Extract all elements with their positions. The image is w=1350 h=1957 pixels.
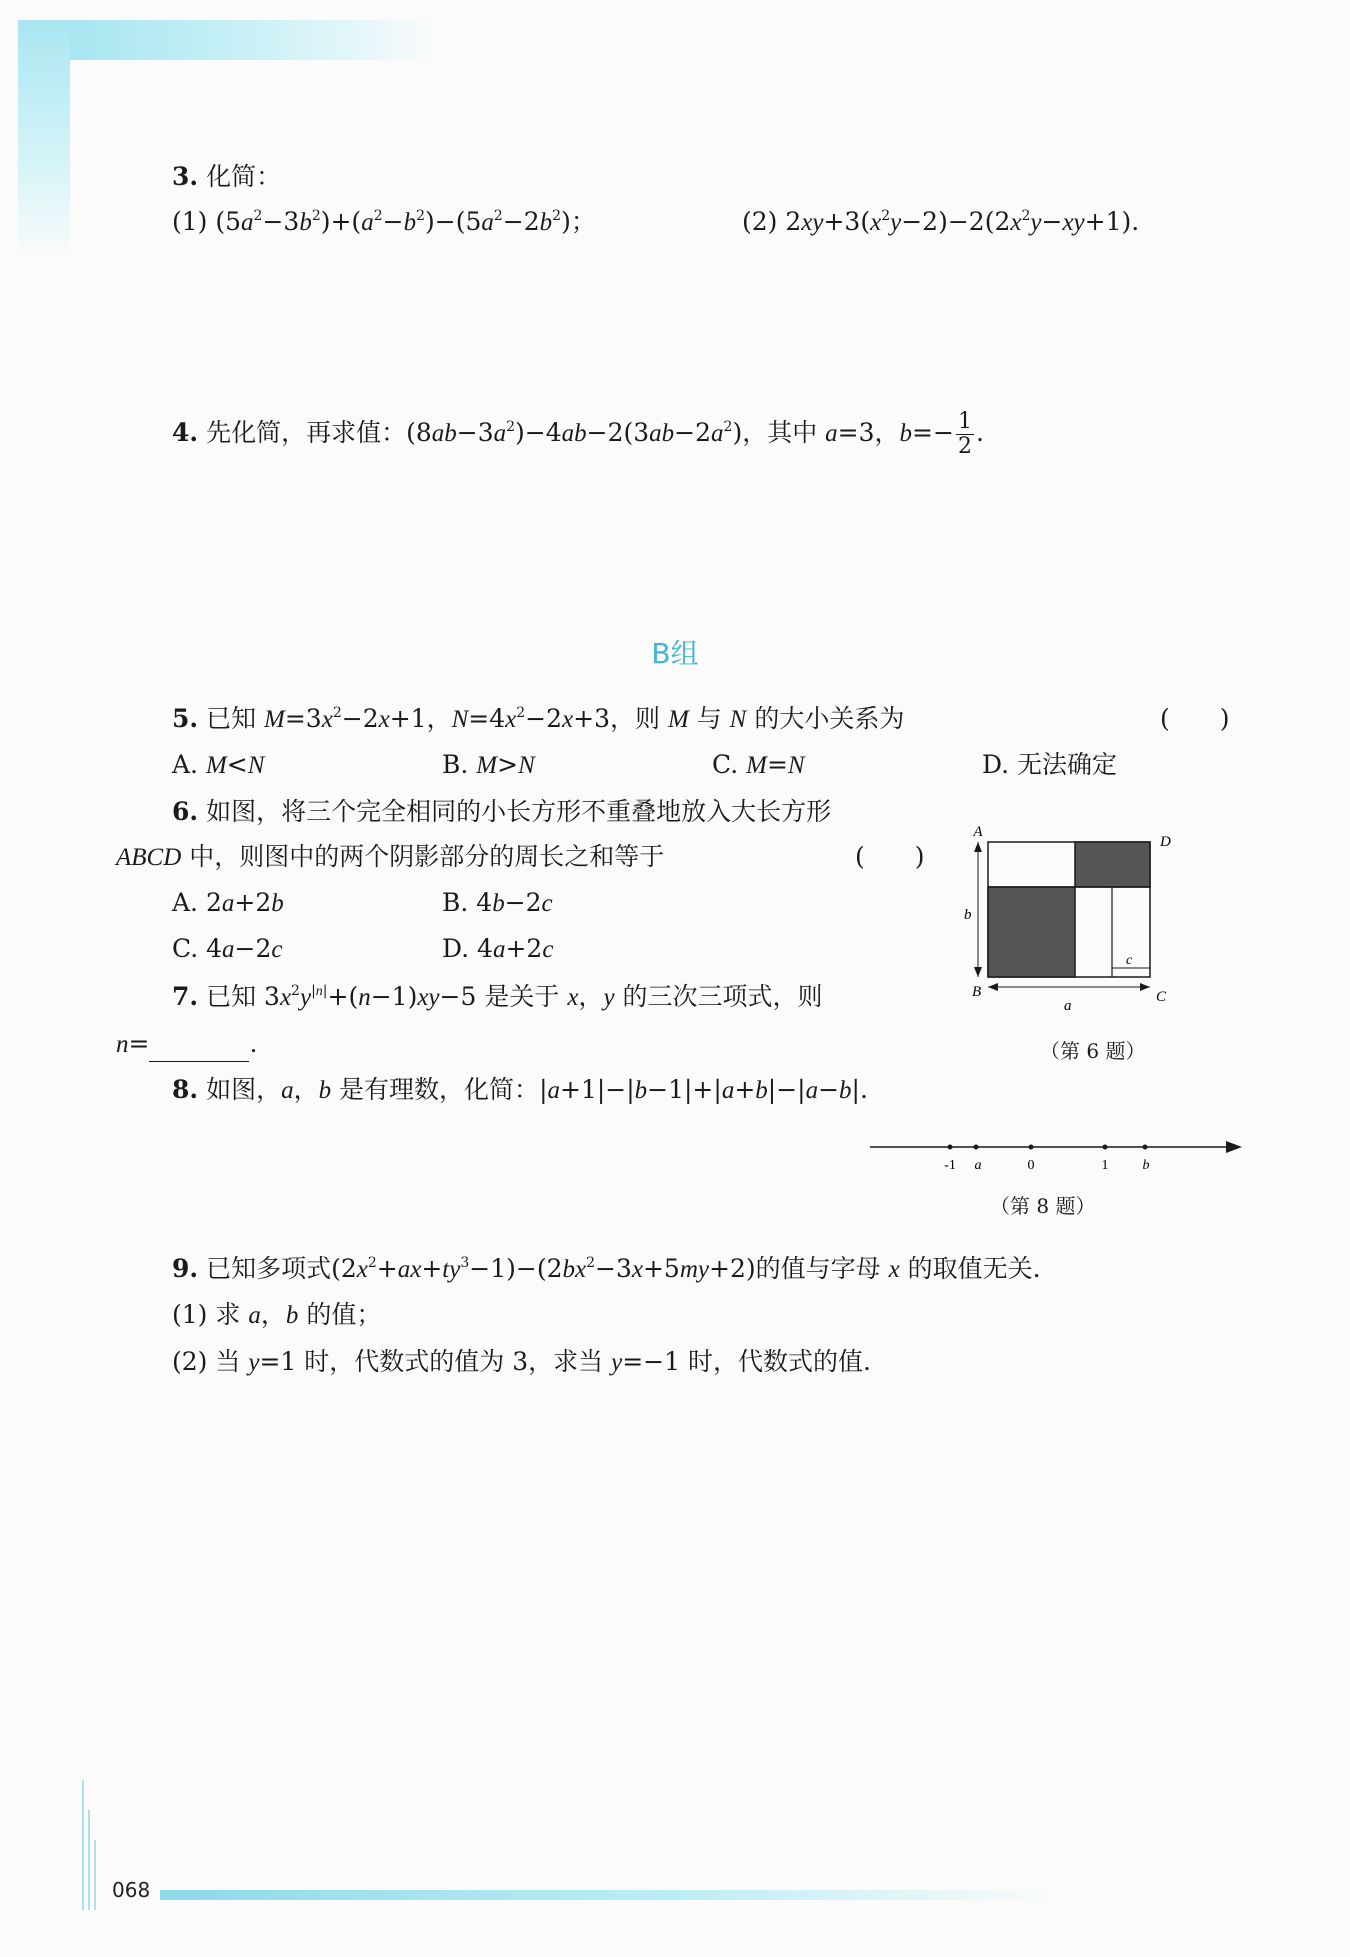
arrow-down-icon [974,967,982,977]
q4-line: 4. 先化简，再求值：$(8ab-3a^2)-4ab-2(3ab-2a^2)$，其中 a=3，b=− $\frac{1}{2}$ . [172,409,984,459]
q6-option-c-label: C. [172,934,199,963]
q7-number: 7. [172,982,199,1011]
q5-option-b: B. M>N [442,750,535,779]
q9-text2: 的值与字母 [755,1254,881,1283]
q9-part2-label: (2) [172,1347,208,1376]
q5-relation: 的大小关系为 [754,704,905,733]
q6-line2: ABCD 中，则图中的两个阴影部分的周长之和等于 [116,842,665,871]
tick-zero [1029,1145,1034,1150]
label-b: b [964,907,972,923]
page-number: 068 [112,1878,151,1902]
corner-band-top [18,20,438,60]
q5-option-c: C. M=N [712,750,805,779]
tick-a [974,1145,979,1150]
q3-title: 化简： [206,162,282,191]
q3-part1-label: (1) [172,207,208,236]
q6-figure [960,820,1260,1020]
q5-option-a-label: A. [172,750,199,779]
q9-part2: (2) 当 y=1 时，代数式的值为 3，求当 y=−1 时，代数式的值. [172,1347,871,1376]
label-D: D [1160,834,1171,850]
tick-label-minus-one: -1 [944,1158,956,1173]
q5-option-d: D. 无法确定 [982,750,1118,779]
q6-option-b: B. 4b−2c [442,888,553,917]
q5-option-a: A. M<N [172,750,265,779]
q9-number: 9. [172,1254,199,1283]
q9-text: 已知多项式 [206,1254,332,1283]
q6-option-a: A. 2a+2b [172,888,284,917]
q5-text: 已知 [206,704,257,733]
arrow-right-icon [1226,1141,1242,1153]
q9-part2-b: 时，代数式的值为 3，求当 [304,1347,604,1376]
label-A: A [973,824,983,840]
tick-one [1103,1145,1108,1150]
q6-option-a-label: A. [172,888,199,917]
q9-part1-text: 求 [215,1300,241,1329]
q3-part2-label: (2) [742,207,778,236]
label-a: a [1064,998,1072,1014]
tick-minus-one [948,1145,953,1150]
label-C: C [1156,989,1167,1005]
q5-answer-paren: ( ) [1160,704,1230,733]
q5-number: 5. [172,704,199,733]
footer-decoration [82,1780,102,1910]
q5-line: 5. 已知 $M=3x^2-2x+1$，$N=4x^2-2x+3$，则 M 与 N 的大小关系为 [172,704,905,733]
footer-bar [160,1890,1060,1900]
q9-line1: 9. 已知多项式$(2x^2+ax+ty^3-1)-(2bx^2-3x+5my+2)$的值与字母 x 的取值无关. [172,1254,1041,1283]
shaded-region-top [1075,842,1150,887]
q4-where: ，其中 [742,418,818,447]
q6-answer-paren: ( ) [855,842,925,871]
tick-label-b: b [1142,1158,1150,1173]
q7-tail: 是关于 [484,982,560,1011]
q5-option-c-label: C. [712,750,739,779]
q4-number: 4. [172,418,199,447]
q3-part1: (1) $(5a^2-3b^2)+(a^2-b^2)-(5a^2-2b^2)$； [172,207,596,236]
tick-label-one: 1 [1101,1158,1109,1173]
q9-text3: 的取值无关. [907,1254,1041,1283]
q6-text2: 中，则图中的两个阴影部分的周长之和等于 [189,842,665,871]
q6-option-c: C. 4a−2c [172,934,283,963]
q7-text: 已知 [206,982,257,1011]
label-B: B [972,984,982,1000]
q4-text: 先化简，再求值： [206,418,407,447]
q6-option-d: D. 4a+2c [442,934,554,963]
q5-option-b-label: B. [442,750,469,779]
corner-band-left [18,20,70,260]
q7-line2: n= . [116,1027,257,1062]
arrow-up-icon [974,842,982,852]
q9-part2-c: 时，代数式的值. [687,1347,871,1376]
q6-text1: 如图，将三个完全相同的小长方形不重叠地放入大长方形 [206,797,832,826]
q9-part1: (1) 求 a，b 的值； [172,1300,382,1329]
label-c: c [1126,953,1133,968]
arrow-left-icon [988,983,998,991]
q3-heading [172,160,281,194]
q9-part1-tail: 的值； [306,1300,382,1329]
q8-number: 8. [172,1075,199,1104]
q7-line1: 7. 已知 $3x^2y^{|n|}+(n-1)xy-5$ 是关于 x，y 的三次三项式，则 [172,982,823,1011]
tick-label-a: a [974,1158,982,1173]
q6-line1 [172,795,831,829]
q9-part2-a: 当 [215,1347,241,1376]
tick-b [1143,1145,1148,1150]
q8-line: 8. 如图，a，b 是有理数，化简：|a+1|−|b−1|+|a+b|−|a−b|. [172,1075,868,1104]
fraction-one-half: $\frac{1}{2}$ [957,409,972,459]
q7-tail2: 的三次三项式，则 [622,982,823,1011]
q7-answer-blank [149,1037,249,1062]
q6-figure-caption: （第 6 题） [1040,1039,1146,1063]
arrow-right-icon [1140,983,1150,991]
q9-part1-label: (1) [172,1300,208,1329]
shaded-region-bottom [988,887,1075,977]
section-title-b: B组 [651,637,699,670]
q8-text: 如图， [206,1075,282,1104]
q3-number: 3. [172,162,199,191]
q8-figure-caption: （第 8 题） [990,1194,1096,1218]
q3-part2: (2) $2xy+3(x^2y-2)-2(2x^2y-xy+1)$. [742,207,1140,236]
q6-number: 6. [172,797,199,826]
q6-option-d-label: D. [442,934,470,963]
tick-label-zero: 0 [1027,1158,1035,1173]
q8-number-line [860,1130,1250,1190]
q8-text2: 是有理数，化简： [339,1075,540,1104]
q6-option-b-label: B. [442,888,469,917]
